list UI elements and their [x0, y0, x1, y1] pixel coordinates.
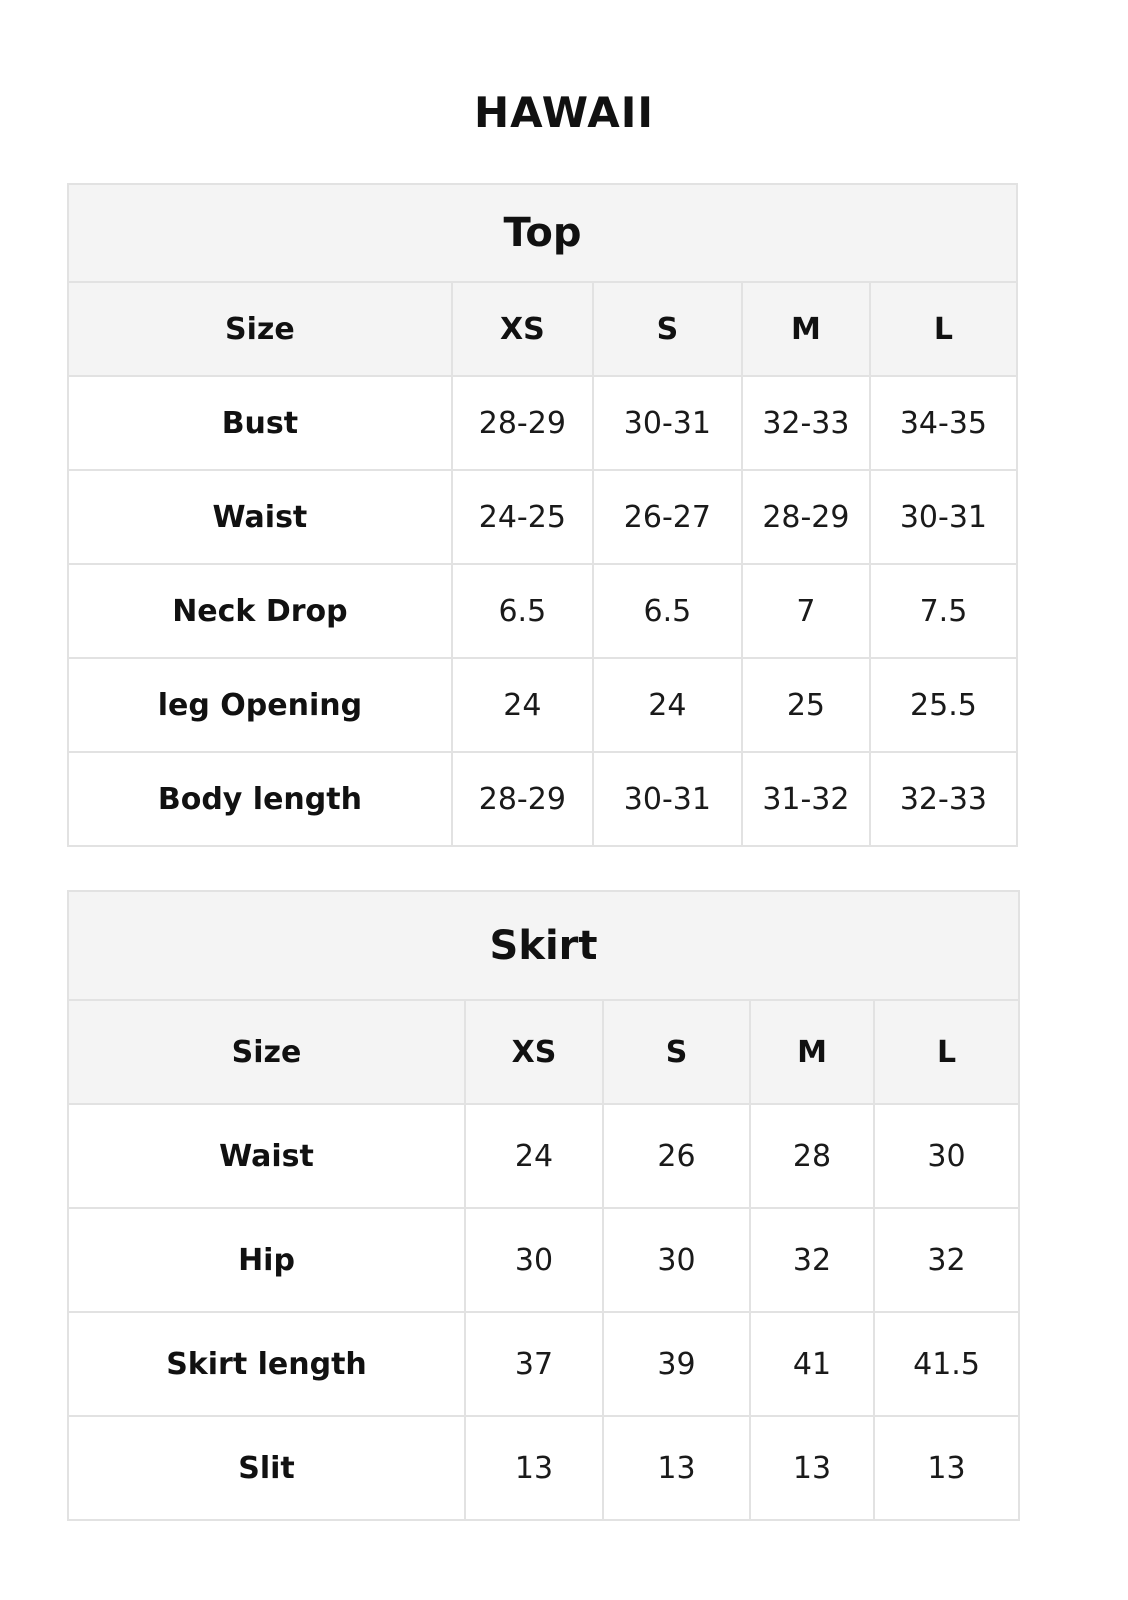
row-label: Slit: [68, 1416, 465, 1520]
value-cell: 32-33: [742, 376, 870, 470]
value-cell: 30-31: [593, 376, 742, 470]
row-label: leg Opening: [68, 658, 452, 752]
table-row: [68, 376, 1017, 470]
table-row: [68, 1104, 1019, 1208]
table-row: [68, 1312, 1019, 1416]
value-cell: 26-27: [593, 470, 742, 564]
header-cell-xs: XS: [465, 1000, 603, 1104]
skirt-table-title: Skirt: [68, 891, 1019, 1000]
table-header-row: [68, 282, 1017, 376]
value-cell: 24: [452, 658, 593, 752]
value-cell: 34-35: [870, 376, 1017, 470]
value-cell: 6.5: [452, 564, 593, 658]
row-label: Bust: [68, 376, 452, 470]
value-cell: 32: [874, 1208, 1019, 1312]
value-cell: 41: [750, 1312, 874, 1416]
header-cell-l: L: [874, 1000, 1019, 1104]
header-cell-size: Size: [68, 282, 452, 376]
value-cell: 7: [742, 564, 870, 658]
value-cell: 32: [750, 1208, 874, 1312]
header-cell-l: L: [870, 282, 1017, 376]
value-cell: 28: [750, 1104, 874, 1208]
value-cell: 6.5: [593, 564, 742, 658]
top-table-title: Top: [68, 184, 1017, 282]
value-cell: 24-25: [452, 470, 593, 564]
header-cell-m: M: [742, 282, 870, 376]
value-cell: 28-29: [742, 470, 870, 564]
value-cell: 37: [465, 1312, 603, 1416]
header-cell-m: M: [750, 1000, 874, 1104]
value-cell: 13: [750, 1416, 874, 1520]
table-title-row: [68, 891, 1019, 1000]
value-cell: 24: [465, 1104, 603, 1208]
value-cell: 31-32: [742, 752, 870, 846]
row-label: Waist: [68, 470, 452, 564]
header-cell-size: Size: [68, 1000, 465, 1104]
header-cell-s: S: [603, 1000, 750, 1104]
value-cell: 30-31: [593, 752, 742, 846]
header-cell-s: S: [593, 282, 742, 376]
value-cell: 30: [465, 1208, 603, 1312]
value-cell: 28-29: [452, 752, 593, 846]
table-row: [68, 1416, 1019, 1520]
header-cell-xs: XS: [452, 282, 593, 376]
row-label: Neck Drop: [68, 564, 452, 658]
value-cell: 7.5: [870, 564, 1017, 658]
value-cell: 25: [742, 658, 870, 752]
table-row: [68, 470, 1017, 564]
table-row: [68, 564, 1017, 658]
value-cell: 13: [874, 1416, 1019, 1520]
row-label: Waist: [68, 1104, 465, 1208]
table-header-row: [68, 1000, 1019, 1104]
value-cell: 24: [593, 658, 742, 752]
value-cell: 28-29: [452, 376, 593, 470]
table-title-row: [68, 184, 1017, 282]
value-cell: 41.5: [874, 1312, 1019, 1416]
value-cell: 25.5: [870, 658, 1017, 752]
value-cell: 32-33: [870, 752, 1017, 846]
row-label: Body length: [68, 752, 452, 846]
value-cell: 13: [465, 1416, 603, 1520]
row-label: Skirt length: [68, 1312, 465, 1416]
page-title: HAWAII: [474, 88, 654, 137]
table-row: [68, 658, 1017, 752]
table-row: [68, 1208, 1019, 1312]
top-size-table: [67, 183, 1018, 847]
value-cell: 30: [603, 1208, 750, 1312]
value-cell: 30: [874, 1104, 1019, 1208]
table-row: [68, 752, 1017, 846]
value-cell: 39: [603, 1312, 750, 1416]
row-label: Hip: [68, 1208, 465, 1312]
skirt-size-table: [67, 890, 1020, 1521]
value-cell: 30-31: [870, 470, 1017, 564]
value-cell: 26: [603, 1104, 750, 1208]
value-cell: 13: [603, 1416, 750, 1520]
